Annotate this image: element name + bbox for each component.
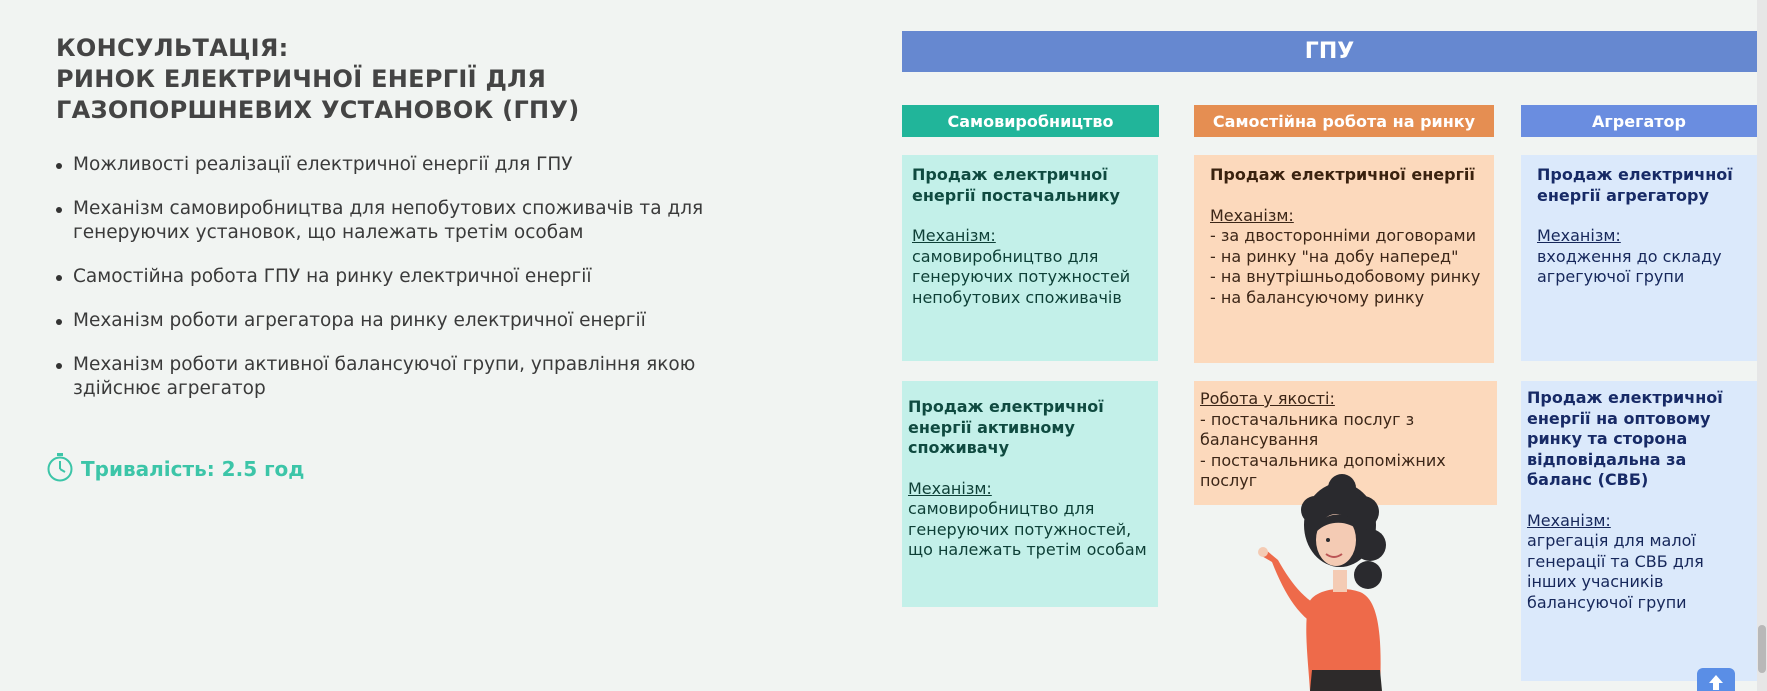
card-text: - постачальника допоміжних послуг [1200, 450, 1446, 490]
title-line-2: РИНОК ЕЛЕКТРИЧНОЇ ЕНЕРГІЇ ДЛЯ [56, 65, 547, 93]
diagram-header: ГПУ [902, 31, 1757, 72]
card-sale-to-aggregator [1521, 155, 1757, 361]
card-text: агрегація для малої генерації та СВБ для інших учасників балансуючої групи [1527, 531, 1704, 612]
scroll-to-top-button[interactable] [1697, 668, 1735, 691]
card-text: - на балансуючому ринку [1210, 287, 1425, 307]
card-mechanism-label: Механізм: [1537, 226, 1621, 245]
card-mechanism-label: Механізм: [912, 226, 996, 245]
card-market-sale [1194, 155, 1494, 363]
title-line-3: ГАЗОПОРШНЕВИХ УСТАНОВОК (ГПУ) [56, 96, 580, 124]
column-aggregator: Агрегатор [1521, 105, 1757, 137]
card-text: - постачальника послуг з балансування [1200, 409, 1415, 449]
card-mechanism-label: Робота у якості: [1200, 389, 1335, 408]
list-item: Механізм самовиробництва для непобутових споживачів та для генеруючих установок, що належать третім особам [56, 197, 756, 245]
card-title: Продаж електричної енергії активному споживачу [908, 397, 1104, 457]
card-title: Продаж електричної енергії постачальнику [912, 165, 1120, 205]
card-text: - за двосторонніми договорами [1210, 226, 1477, 245]
card-sale-to-active-consumer [902, 381, 1158, 607]
page-title [56, 33, 776, 126]
stopwatch-icon [45, 452, 75, 486]
title-line-1: КОНСУЛЬТАЦІЯ: [56, 34, 289, 62]
column-self-production: Самовиробництво [902, 105, 1159, 137]
list-item: Механізм роботи активної балансуючої групи, управління якою здійснює агрегатор [56, 353, 756, 401]
card-title: Продаж електричної енергії на оптовому ринку та сторона відповідальна за баланс (СВБ) [1527, 388, 1723, 489]
page-scrollbar[interactable] [1757, 0, 1767, 691]
card-text: самовиробництво для генеруючих потужностей непобутових споживачів [912, 246, 1131, 307]
pointing-woman-illustration [1230, 470, 1430, 691]
topics-list [56, 153, 756, 421]
column-market: Самостійна робота на ринку [1194, 105, 1494, 137]
duration-label: Тривалість: 2.5 год [81, 457, 305, 481]
card-text: - на внутрішньодобовому ринку [1210, 267, 1481, 286]
card-text: - на ринку "на добу наперед" [1210, 246, 1459, 266]
card-mechanism-label: Механізм: [908, 478, 992, 498]
card-mechanism-label: Механізм: [1210, 205, 1294, 225]
card-wholesale-sale [1521, 381, 1757, 681]
arrow-up-icon [1707, 673, 1725, 691]
list-item: Самостійна робота ГПУ на ринку електричної енергії [56, 265, 756, 289]
list-item: Механізм роботи агрегатора на ринку електричної енергії [56, 309, 756, 333]
card-text: входження до складу агрегуючої групи [1537, 246, 1722, 286]
card-sale-to-supplier [902, 155, 1158, 361]
card-title: Продаж електричної енергії агрегатору [1537, 165, 1733, 205]
duration [45, 452, 304, 486]
card-mechanism-label: Механізм: [1527, 510, 1611, 530]
list-item: Можливості реалізації електричної енергії для ГПУ [56, 153, 756, 177]
card-title: Продаж електричної енергії [1210, 165, 1475, 184]
scrollbar-thumb[interactable] [1758, 625, 1766, 673]
card-text: самовиробництво для генеруючих потужностей, що належать третім особам [908, 499, 1147, 559]
